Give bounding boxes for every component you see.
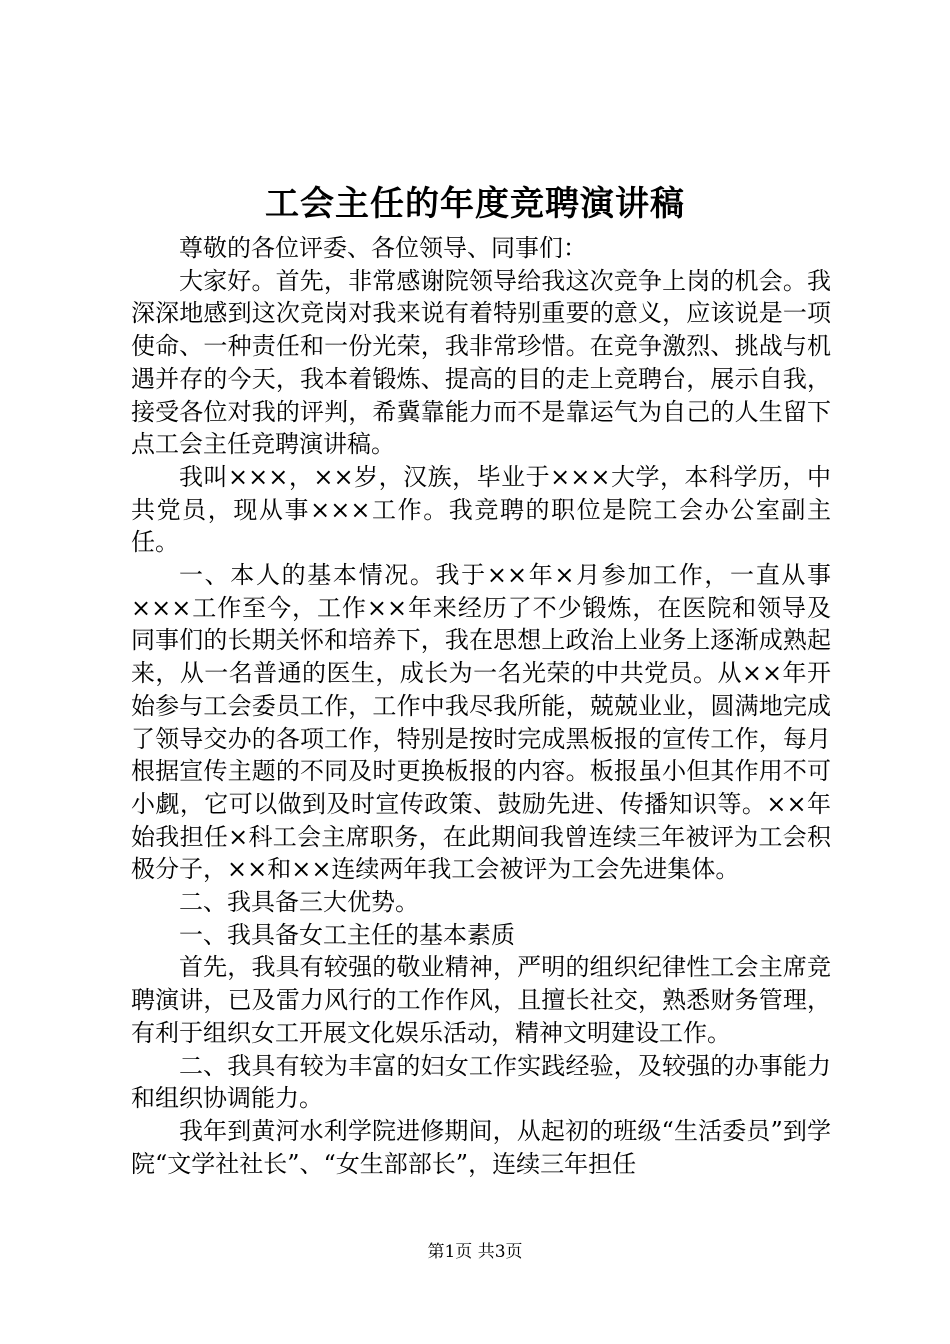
paragraph-self-introduction: 我叫×××，××岁，汉族，毕业于×××大学，本科学历，中共党员，现从事×××工作。我竞聘的职位是院工会办公室副主任。: [131, 462, 831, 557]
paragraph-study-period: 我年到黄河水利学院进修期间，从起初的班级“生活委员”到学院“文学社社长”、“女生部部长”，连续三年担任: [131, 1116, 831, 1178]
paragraph-experience: 二、我具有较为丰富的妇女工作实践经验，及较强的办事能力和组织协调能力。: [131, 1051, 831, 1113]
paragraph-salutation: 尊敬的各位评委、各位领导、同事们：: [179, 234, 587, 262]
paragraph-dedication: 首先，我具有较强的敬业精神，严明的组织纪律性工会主席竞聘演讲，已及雷力风行的工作作风，且擅长社交，熟悉财务管理，有利于组织女工开展文化娱乐活动，精神文明建设工作。: [131, 953, 831, 1047]
paragraph-three-advantages: 二、我具备三大优势。: [179, 888, 419, 917]
document-title: 工会主任的年度竞聘演讲稿: [265, 184, 685, 224]
document-body: [131, 232, 831, 1180]
paragraph-basic-situation: 一、本人的基本情况。我于××年×月参加工作，一直从事×××工作至今，工作××年来经历了不少锻炼，在医院和领导及同事们的长期关怀和培养下，我在思想上政治上业务上逐渐成熟起来，从一名普通的医生，成长为一名光荣的中共党员。从××年开始参与工会委员工作，工作中我尽我所能，兢兢业业，圆满地完成了领导交办的各项工作，特别是按时完成黑板报的宣传工作，每月根据宣传主题的不同及时更换板报的内容。板报虽小但其作用不可小觑，它可以做到及时宣传政策、鼓励先进、传播知识等。××年始我担任×科工会主席职务，在此期间我曾连续三年被评为工会积极分子，××和××连续两年我工会被评为工会先进集体。: [131, 561, 831, 884]
paragraph-greeting: 大家好。首先，非常感谢院领导给我这次竞争上岗的机会。我深深地感到这次竞岗对我来说有着特别重要的意义，应该说是一项使命、一种责任和一份光荣，我非常珍惜。在竞争激烈、挑战与机遇并存的今天，我本着锻炼、提高的目的走上竞聘台，展示自我，接受各位对我的评判，希冀靠能力而不是靠运气为自己的人生留下点工会主任竞聘演讲稿。: [131, 266, 831, 459]
paragraph-basic-qualities: 一、我具备女工主任的基本素质: [179, 920, 515, 949]
page-footer: 第1页 共3页: [427, 1242, 523, 1262]
